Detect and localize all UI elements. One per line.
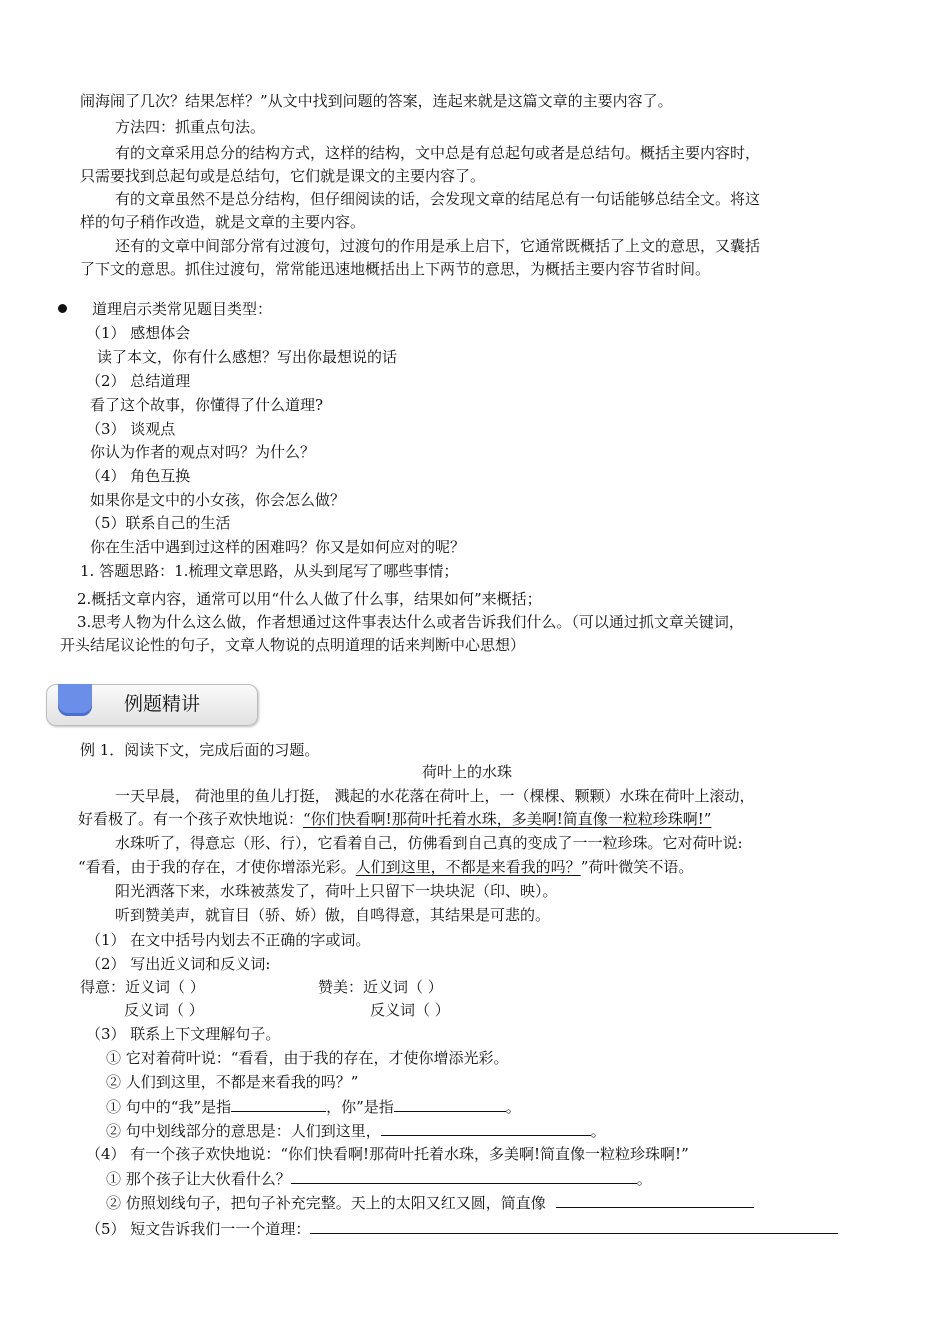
q3-b-end: 。 [590,1122,606,1140]
q2-zanmei-synonym: 赞美：近义词（ ） [318,978,443,996]
passage-paragraph-3: 阳光洒落下来，水珠被蒸发了，荷叶上只留下一块块泥（印、映）。 [115,882,558,900]
type-label-5: （5）联系自己的生活 [86,514,231,532]
answer-step-3b: 开头结尾议论性的句子，文章人物说的点明道理的话来判断中心思想） [60,636,526,654]
q4-subquestion-a [106,1168,652,1189]
q4-subquestion-b [106,1192,754,1213]
answer-step-3a: 3.思考人物为什么这么做，作者想通过这件事表达什么或者告诉我们什么。（可以通过抓文章关键词， [77,613,744,631]
q3-a-middle: ，你”是指 [326,1098,394,1116]
q3-subquestion-a [106,1096,521,1117]
type-question-2: 看了这个故事，你懂得了什么道理? [90,396,324,414]
type-question-1: 读了本文，你有什么感想？写出你最想说的话 [97,348,398,366]
intro-paragraph-3a: 还有的文章中间部分常有过渡句，过渡句的作用是承上启下，它通常既概括了上文的意思，又囊括 [115,237,761,255]
type-label-3: （3） 谈观点 [86,420,176,438]
type-label-2: （2） 总结道理 [86,372,191,390]
answer-step-1: 1. 答题思路：1.梳理文章思路，从头到尾写了哪些事情； [80,562,459,580]
passage-paragraph-2b-end: ”荷叶微笑不语。 [580,858,694,876]
q4-a-prefix: ① 那个孩子让大伙看什么？ [106,1170,291,1188]
question-1: （1） 在文中括号内划去不正确的字或词。 [86,931,371,949]
answer-blank-ni[interactable] [394,1096,506,1112]
passage-title: 荷叶上的水珠 [422,763,513,781]
q3-a-prefix: ① 句中的“我”是指 [106,1098,232,1116]
intro-paragraph-2b: 样的句子稍作改造，就是文章的主要内容。 [80,213,366,231]
intro-paragraph-1a: 有的文章采用总分的结构方式，这样的结构，文中总是有总起句或者是总结句。概括主要内容时， [115,144,761,162]
passage-paragraph-2b [78,857,693,877]
question-2: （2） 写出近义词和反义词: [86,955,271,973]
section-title: 例题精讲 [124,693,201,715]
type-question-5: 你在生活中遇到过这样的困难吗？你又是如何应对的呢？ [90,538,466,556]
passage-paragraph-1b [78,809,711,829]
intro-paragraph-2a: 有的文章虽然不是总分结构，但仔细阅读的话，会发现文章的结尾总有一句话能够总结全文。将这 [115,190,761,208]
type-question-3: 你认为作者的观点对吗？为什么？ [90,443,316,461]
intro-line-1: 闹海闹了几次？结果怎样？”从文中找到问题的答案，连起来就是这篇文章的主要内容了。 [80,92,673,110]
bullet-icon [58,304,67,313]
type-label-4: （4） 角色互换 [86,467,191,485]
answer-step-2: 2.概括文章内容，通常可以用“什么人做了什么事，结果如何”来概括； [77,590,542,608]
q3-subquestion-b [106,1120,606,1141]
answer-blank-imitate[interactable] [556,1192,754,1208]
example-intro: 例 1．阅读下文，完成后面的习题。 [80,741,320,759]
method4-title: 方法四：抓重点句法。 [115,118,266,136]
q3-b-prefix: ② 句中划线部分的意思是：人们到这里， [106,1122,381,1140]
question-3: （3） 联系上下文理解句子。 [86,1025,281,1043]
intro-paragraph-1b: 只需要找到总起句或是总结句，它们就是课文的主要内容了。 [80,167,486,185]
q2-deyi-synonym: 得意：近义词（ ） [80,978,205,996]
answer-blank-lesson[interactable] [310,1218,838,1234]
intro-paragraph-3b: 了下文的意思。抓住过渡句，常常能迅速地概括出上下两节的意思，为概括主要内容节省时间。 [80,260,711,278]
q4-b-prefix: ② 仿照划线句子，把句子补充完整。天上的太阳又红又圆，简直像 [106,1194,546,1212]
question-5 [86,1218,838,1239]
question-4: （4） 有一个孩子欢快地说：“你们快看啊!那荷叶托着水珠，多美啊!简直像一粒粒珍珠啊!” [86,1145,689,1163]
q2-zanmei-antonym: 反义词（ ） [370,1001,450,1019]
answer-blank-meaning[interactable] [381,1120,591,1136]
passage-paragraph-2a: 水珠听了，得意忘（形、行），它看着自己，仿佛看到自己真的变成了一一粒珍珠。它对荷叶说: [115,834,743,852]
type-label-1: （1） 感想体会 [86,324,191,342]
passage-paragraph-1b-text: 好看极了。有一个孩子欢快地说： [78,810,304,828]
types-heading: 道理启示类常见题目类型： [92,300,273,318]
passage-paragraph-4: 听到赞美声，就盲目（骄、娇）傲，自鸣得意，其结果是可悲的。 [115,906,551,924]
passage-paragraph-1a: 一天早晨， 荷池里的鱼儿打挺， 溅起的水花落在荷叶上，一（棵棵、颗颗）水珠在荷叶上滚动， [115,787,755,805]
underlined-sentence-2: 人们到这里，不都是来看我的吗？ [355,858,581,876]
q5-prefix: （5） 短文告诉我们一一个道理： [86,1220,311,1238]
type-question-4: 如果你是文中的小女孩，你会怎么做？ [90,491,346,509]
bookmark-icon [58,684,92,716]
q3-sentence-1: ① 它对着荷叶说：“看看，由于我的存在，才使你增添光彩。 [106,1049,509,1067]
q4-a-end: 。 [636,1170,652,1188]
q2-deyi-antonym: 反义词（ ） [124,1001,204,1019]
answer-blank-wo[interactable] [231,1096,326,1112]
passage-paragraph-2b-text: “看看，由于我的存在，才使你增添光彩。 [78,858,356,876]
q3-sentence-2: ② 人们到这里，不都是来看我的吗？” [106,1073,359,1091]
underlined-sentence-1: “你们快看啊!那荷叶托着水珠，多美啊!简直像一粒粒珍珠啊!” [303,810,712,828]
answer-blank-look[interactable] [291,1168,637,1184]
q3-a-end: 。 [505,1098,521,1116]
